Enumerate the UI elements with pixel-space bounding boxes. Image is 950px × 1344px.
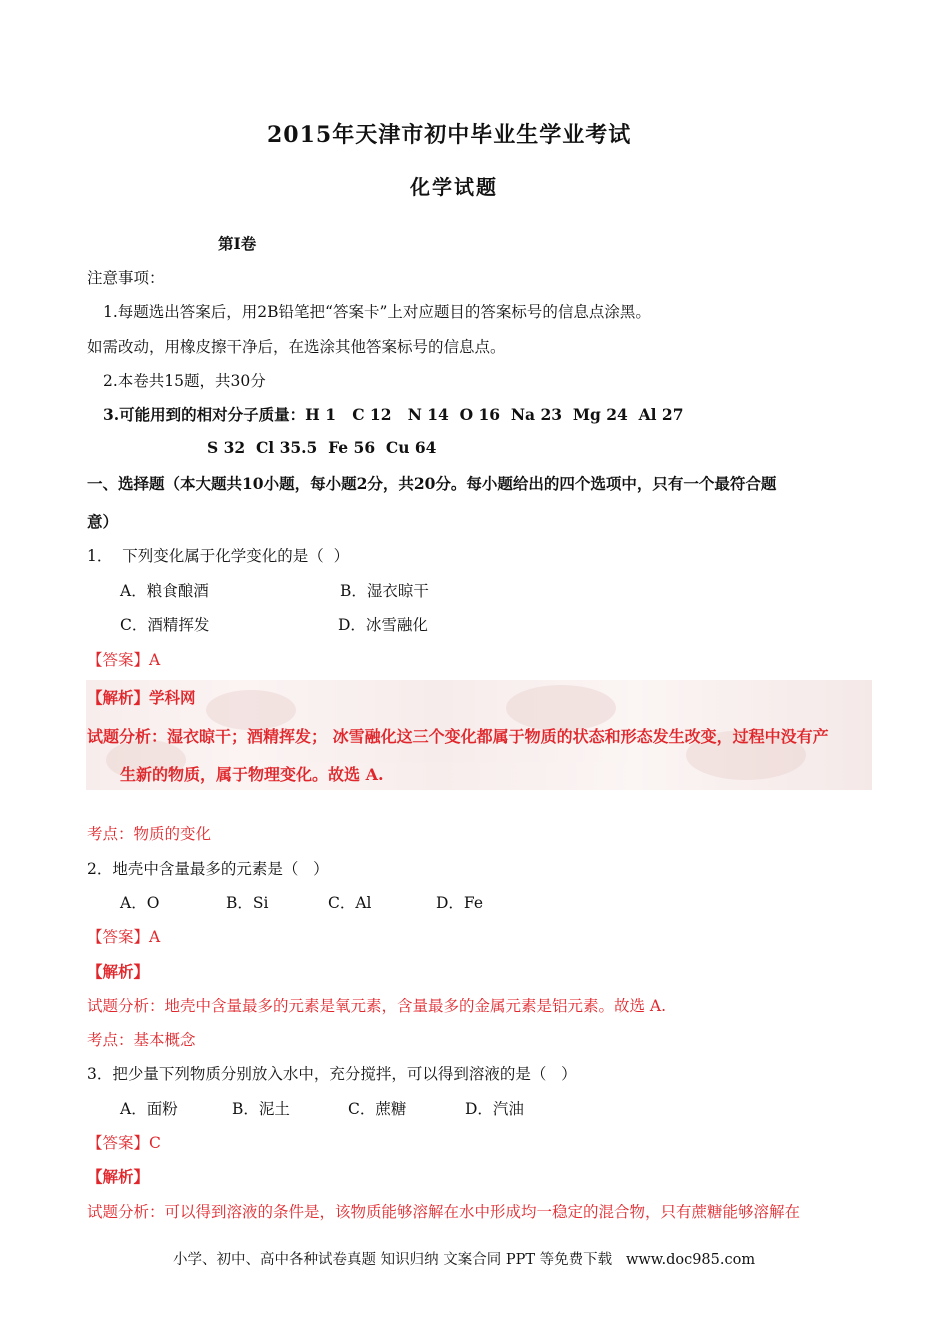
q1-analysis-label: 【解析】学科网 (87, 688, 196, 707)
q1-analysis-line-2: 生新的物质，属于物理变化。故选 A. (120, 765, 384, 784)
exam-title: 2015年天津市初中毕业生学业考试 (267, 122, 632, 148)
q3-option-c: C．蔗糖 (348, 1100, 407, 1118)
q3-analysis-line-1: 试题分析：可以得到溶液的条件是，该物质能够溶解在水中形成均一稳定的混合物，只有蔗糖能够溶解在 (87, 1203, 801, 1221)
exam-subtitle: 化学试题 (410, 175, 498, 199)
q1-option-a: A．粮食酿酒 (120, 582, 209, 600)
part1-heading-cont: 意） (87, 512, 119, 531)
q3-answer: 【答案】C (87, 1134, 161, 1152)
q3-analysis-label: 【解析】 (87, 1167, 150, 1186)
q2-option-d: D．Fe (436, 894, 484, 912)
q3-option-a: A．面粉 (120, 1100, 178, 1118)
notice-heading: 注意事项： (87, 269, 165, 287)
q2-analysis-label: 【解析】 (87, 962, 150, 981)
q1-option-c: C．酒精挥发 (120, 616, 210, 634)
notice-item-1-cont: 如需改动，用橡皮擦干净后，在选涂其他答案标号的信息点。 (87, 338, 506, 356)
q2-option-a: A．O (120, 894, 160, 912)
q1-analysis-line-1: 试题分析：湿衣晾干；酒精挥发； 冰雪融化这三个变化都属于物质的状态和形态发生改变，过程中没有产 (87, 727, 829, 746)
q2-option-c: C．Al (328, 894, 372, 912)
q2-point: 考点：基本概念 (87, 1031, 196, 1049)
q1-answer: 【答案】A (87, 651, 161, 669)
q3-stem: 3．把少量下列物质分别放入水中，充分搅拌，可以得到溶液的是（ ） (87, 1065, 577, 1083)
q2-answer: 【答案】A (87, 928, 161, 946)
notice-item-2: 2.本卷共15题，共30分 (103, 372, 266, 390)
q1-option-b: B．湿衣晾干 (340, 582, 429, 600)
q1-stem: 1． 下列变化属于化学变化的是（ ） (87, 547, 350, 565)
notice-item-1: 1.每题选出答案后，用2B铅笔把“答案卡”上对应题目的答案标号的信息点涂黑。 (103, 303, 651, 321)
q1-point: 考点：物质的变化 (87, 825, 212, 843)
section-label: 第I卷 (218, 234, 257, 253)
q1-option-d: D．冰雪融化 (338, 616, 428, 634)
notice-item-3: 3.可能用到的相对分子质量：H 1 C 12 N 14 O 16 Na 23 Mg 24 Al 27 (103, 405, 684, 424)
q2-stem: 2．地壳中含量最多的元素是（ ） (87, 860, 329, 878)
q3-option-b: B．泥土 (232, 1100, 290, 1118)
page-footer: 小学、初中、高中各种试卷真题 知识归纳 文案合同 PPT 等免费下载 www.doc985.com (173, 1252, 756, 1268)
q2-analysis-line-1: 试题分析：地壳中含量最多的元素是氧元素，含量最多的金属元素是铝元素。故选 A. (87, 997, 667, 1015)
q2-option-b: B．Si (226, 894, 269, 912)
notice-item-3-cont: S 32 Cl 35.5 Fe 56 Cu 64 (207, 438, 437, 457)
part1-heading: 一、选择题（本大题共10小题，每小题2分，共20分。每小题给出的四个选项中，只有一个最符合题 (87, 474, 777, 493)
q3-option-d: D．汽油 (465, 1100, 524, 1118)
